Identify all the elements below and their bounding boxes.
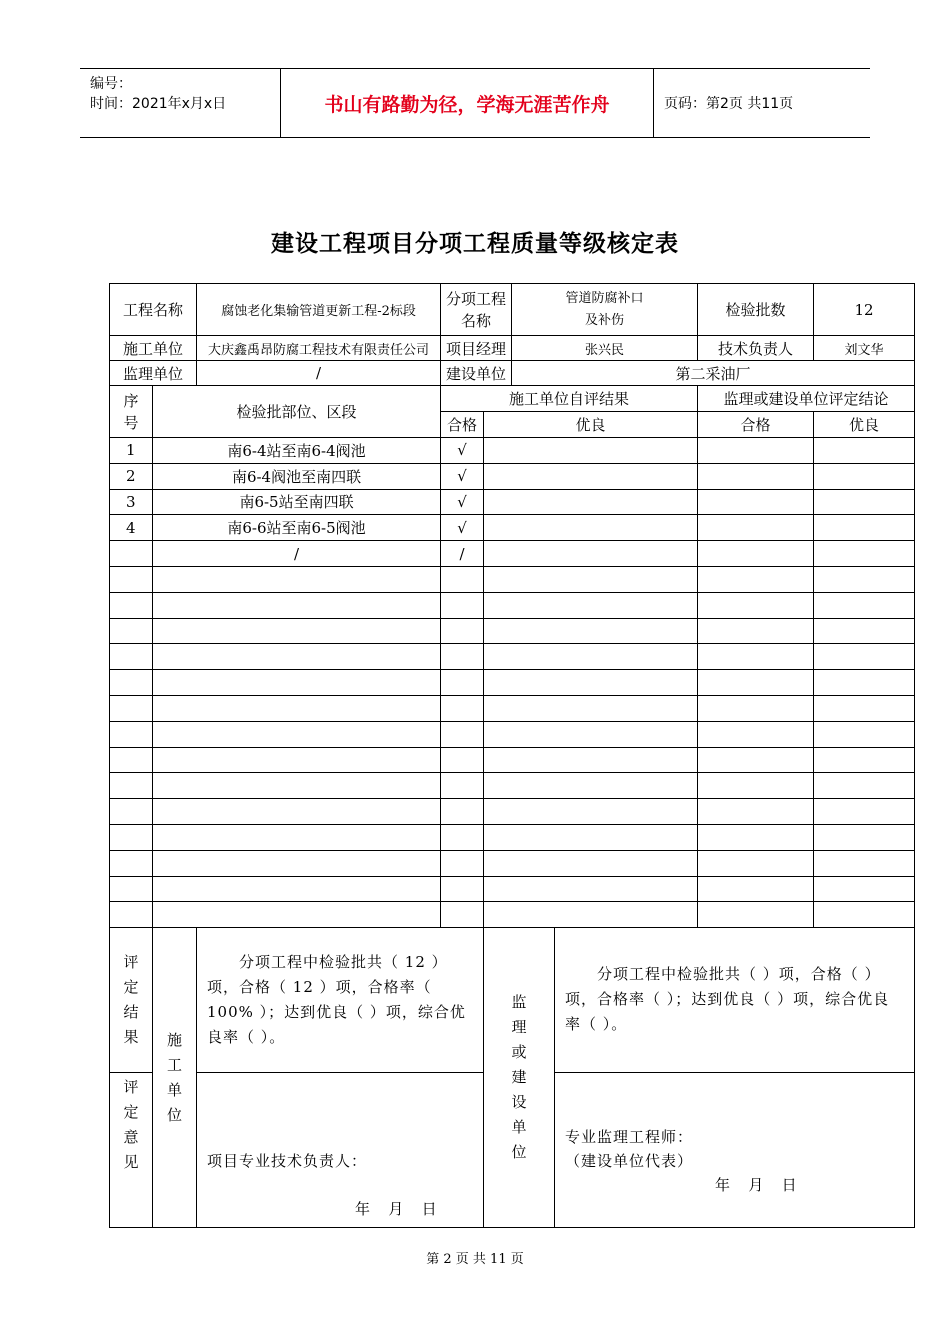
row-self-excellent [484, 592, 698, 618]
row-sup-excellent [814, 618, 915, 644]
row-self-pass [441, 824, 484, 850]
row-sup-pass [698, 644, 814, 670]
row-self-excellent [484, 773, 698, 799]
row-seq [110, 902, 153, 928]
self-eval-header: 施工单位自评结果 [441, 386, 698, 412]
row-sup-excellent [814, 515, 915, 541]
row-sup-pass [698, 463, 814, 489]
table-row [110, 644, 915, 670]
page-title: 建设工程项目分项工程质量等级核定表 [271, 230, 679, 257]
owner: 第二采油厂 [512, 361, 915, 386]
batch-count: 12 [814, 284, 915, 336]
subitem-label: 分项工程名称 [441, 284, 512, 336]
row-self-excellent [484, 489, 698, 515]
row-location: / [153, 541, 441, 567]
table-row [110, 876, 915, 902]
row-location [153, 747, 441, 773]
batch-count-label: 检验批数 [698, 284, 814, 336]
row-seq [110, 644, 153, 670]
row-location [153, 695, 441, 721]
self-excellent-header: 优良 [484, 412, 698, 438]
contractor: 大庆鑫禹昂防腐工程技术有限责任公司 [197, 336, 441, 361]
contractor-date: 年 月 日 [355, 1200, 438, 1219]
row-seq [110, 541, 153, 567]
sup-result: 分项工程中检验批共（ ）项，合格（ ）项，合格率（ ）；达到优良（ ）项，综合优良率（ ）。 [555, 928, 915, 1073]
sup-signature [555, 1073, 915, 1228]
self-pass-header: 合格 [441, 412, 484, 438]
quality-table [109, 283, 915, 1228]
info-row-1 [110, 284, 915, 336]
row-sup-excellent [814, 876, 915, 902]
row-self-excellent [484, 721, 698, 747]
result-label: 评定结果 [110, 928, 153, 1073]
table-row [110, 902, 915, 928]
row-sup-excellent [814, 773, 915, 799]
row-self-pass: √ [441, 463, 484, 489]
contractor-unit-label: 施工单位 [153, 928, 197, 1228]
row-self-excellent [484, 515, 698, 541]
row-location [153, 670, 441, 696]
row-sup-pass [698, 592, 814, 618]
row-seq [110, 721, 153, 747]
row-sup-pass [698, 541, 814, 567]
row-sup-excellent [814, 721, 915, 747]
info-row-2 [110, 336, 915, 361]
row-sup-excellent [814, 695, 915, 721]
contractor-signer: 项目专业技术负责人： [207, 1152, 368, 1171]
row-seq [110, 618, 153, 644]
row-location [153, 824, 441, 850]
row-self-pass [441, 747, 484, 773]
table-row [110, 489, 915, 515]
row-seq [110, 876, 153, 902]
row-self-excellent [484, 799, 698, 825]
row-sup-pass [698, 670, 814, 696]
owner-label: 建设单位 [441, 361, 512, 386]
table-row [110, 592, 915, 618]
row-self-pass: √ [441, 438, 484, 464]
row-seq [110, 566, 153, 592]
row-self-pass [441, 721, 484, 747]
serial-label: 编号： [90, 76, 132, 92]
row-seq [110, 747, 153, 773]
table-row [110, 438, 915, 464]
supervisor-label: 监理单位 [110, 361, 197, 386]
row-self-excellent [484, 438, 698, 464]
row-location: 南6-4阀池至南四联 [153, 463, 441, 489]
row-location [153, 850, 441, 876]
row-sup-excellent [814, 850, 915, 876]
row-location [153, 644, 441, 670]
tech: 刘文华 [814, 336, 915, 361]
table-row [110, 721, 915, 747]
row-sup-pass [698, 489, 814, 515]
seq-header: 序号 [110, 386, 153, 438]
row-seq [110, 799, 153, 825]
table-row [110, 747, 915, 773]
row-location: 南6-4站至南6-4阀池 [153, 438, 441, 464]
page-info: 页码：第2页 共11页 [664, 96, 794, 112]
page-footer: 第 2 页 共 11 页 [426, 1252, 524, 1267]
row-self-excellent [484, 876, 698, 902]
row-sup-pass [698, 515, 814, 541]
header-meta [80, 69, 281, 137]
sup-unit-label: 监理或建设单位 [484, 928, 555, 1228]
row-location: 南6-5站至南四联 [153, 489, 441, 515]
row-self-excellent [484, 695, 698, 721]
row-self-pass [441, 618, 484, 644]
date-line: 时间：2021年x月x日 [90, 96, 227, 112]
row-seq [110, 670, 153, 696]
row-seq: 2 [110, 463, 153, 489]
info-row-3 [110, 361, 915, 386]
row-self-pass: √ [441, 515, 484, 541]
table-row [110, 515, 915, 541]
row-sup-pass [698, 618, 814, 644]
row-self-pass [441, 566, 484, 592]
row-sup-excellent [814, 644, 915, 670]
pm-label: 项目经理 [441, 336, 512, 361]
row-location [153, 773, 441, 799]
sup-eval-header: 监理或建设单位评定结论 [698, 386, 915, 412]
row-self-excellent [484, 644, 698, 670]
row-self-pass [441, 695, 484, 721]
row-self-pass [441, 592, 484, 618]
row-location [153, 618, 441, 644]
row-sup-pass [698, 438, 814, 464]
table-row [110, 618, 915, 644]
row-sup-excellent [814, 592, 915, 618]
row-sup-excellent [814, 463, 915, 489]
row-self-excellent [484, 566, 698, 592]
table-row [110, 695, 915, 721]
location-header: 检验批部位、区段 [153, 386, 441, 438]
row-sup-pass [698, 902, 814, 928]
row-seq: 3 [110, 489, 153, 515]
sup-excellent-header: 优良 [814, 412, 915, 438]
row-sup-excellent [814, 824, 915, 850]
row-sup-excellent [814, 670, 915, 696]
table-row [110, 463, 915, 489]
row-self-pass [441, 850, 484, 876]
row-location [153, 566, 441, 592]
row-sup-pass [698, 824, 814, 850]
row-sup-excellent [814, 489, 915, 515]
row-sup-pass [698, 721, 814, 747]
project-name: 腐蚀老化集输管道更新工程-2标段 [197, 284, 441, 336]
row-self-pass [441, 644, 484, 670]
row-sup-pass [698, 799, 814, 825]
row-seq [110, 773, 153, 799]
row-seq: 4 [110, 515, 153, 541]
sup-pass-header: 合格 [698, 412, 814, 438]
row-seq [110, 695, 153, 721]
row-sup-excellent [814, 902, 915, 928]
row-seq: 1 [110, 438, 153, 464]
row-location [153, 902, 441, 928]
table-row [110, 566, 915, 592]
table-row [110, 670, 915, 696]
contractor-label: 施工单位 [110, 336, 197, 361]
data-rows [110, 438, 915, 928]
row-sup-pass [698, 747, 814, 773]
supervisor: / [197, 361, 441, 386]
row-self-excellent [484, 541, 698, 567]
row-location [153, 721, 441, 747]
row-sup-pass [698, 850, 814, 876]
row-location [153, 592, 441, 618]
row-self-excellent [484, 670, 698, 696]
tech-label: 技术负责人 [698, 336, 814, 361]
row-sup-excellent [814, 799, 915, 825]
sup-signer: 专业监理工程师： [565, 1128, 694, 1147]
row-location [153, 876, 441, 902]
opinion-label: 评定意见 [110, 1073, 153, 1228]
table-row [110, 799, 915, 825]
row-sup-excellent [814, 566, 915, 592]
row-sup-pass [698, 566, 814, 592]
sup-date: 年 月 日 [715, 1176, 798, 1195]
row-self-pass [441, 773, 484, 799]
row-sup-excellent [814, 438, 915, 464]
row-sup-pass [698, 876, 814, 902]
row-seq [110, 824, 153, 850]
row-self-pass [441, 799, 484, 825]
row-self-excellent [484, 463, 698, 489]
row-self-excellent [484, 747, 698, 773]
sup-signer-2: （建设单位代表） [565, 1152, 694, 1171]
row-location: 南6-6站至南6-5阀池 [153, 515, 441, 541]
page-header [80, 68, 870, 138]
row-self-pass [441, 876, 484, 902]
row-sup-pass [698, 773, 814, 799]
row-location [153, 799, 441, 825]
row-sup-excellent [814, 747, 915, 773]
row-self-pass: / [441, 541, 484, 567]
row-self-pass [441, 670, 484, 696]
subitem-name: 管道防腐补口及补伤 [512, 284, 698, 336]
pm: 张兴民 [512, 336, 698, 361]
row-seq [110, 850, 153, 876]
row-sup-pass [698, 695, 814, 721]
row-seq [110, 592, 153, 618]
table-row [110, 541, 915, 567]
table-row [110, 850, 915, 876]
table-row [110, 824, 915, 850]
row-self-pass: √ [441, 489, 484, 515]
row-self-excellent [484, 902, 698, 928]
column-header-1 [110, 386, 915, 412]
row-self-pass [441, 902, 484, 928]
row-self-excellent [484, 850, 698, 876]
motto: 书山有路勤为径，学海无涯苦作舟 [281, 69, 654, 137]
row-self-excellent [484, 618, 698, 644]
row-self-excellent [484, 824, 698, 850]
contractor-signature [197, 1073, 484, 1228]
project-name-label: 工程名称 [110, 284, 197, 336]
eval-result-row [110, 928, 915, 1073]
table-row [110, 773, 915, 799]
contractor-result: 分项工程中检验批共（ 12 ）项，合格（ 12 ）项，合格率（ 100% ）；达到优良（ ）项，综合优良率（ ）。 [197, 928, 484, 1073]
row-sup-excellent [814, 541, 915, 567]
